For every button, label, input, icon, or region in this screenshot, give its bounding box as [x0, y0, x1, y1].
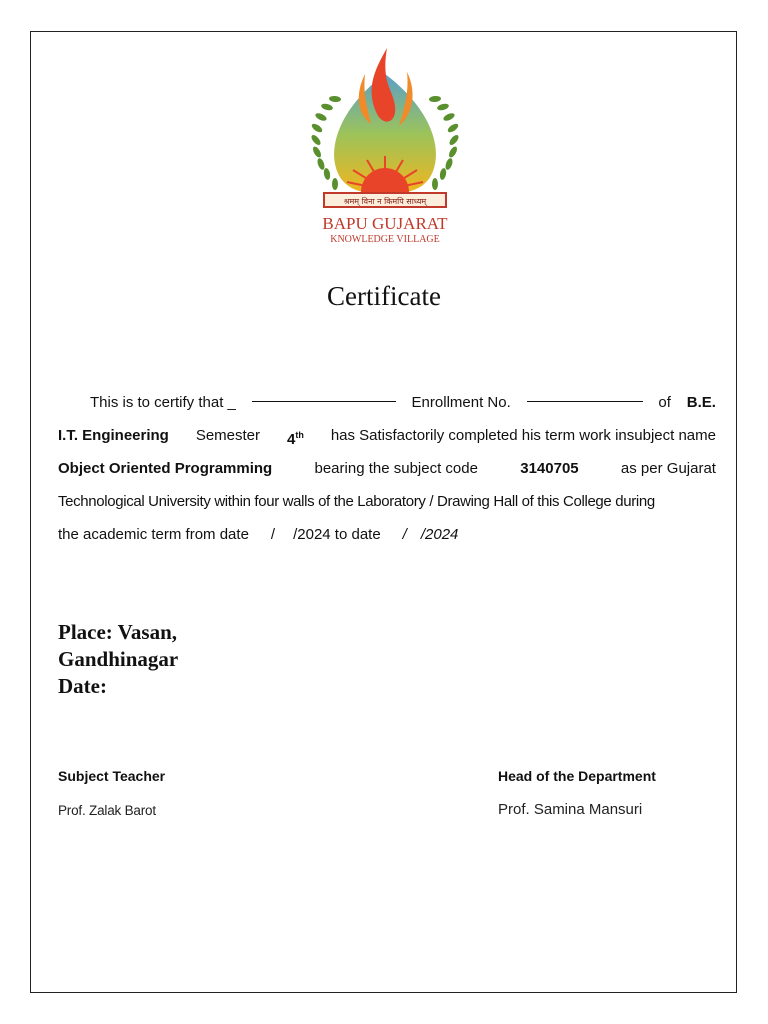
body-line-3 — [58, 452, 716, 485]
place-line-1: Place: Vasan, — [58, 620, 178, 644]
subject-code-label: bearing the subject code — [314, 460, 478, 477]
body-line-5 — [58, 518, 716, 551]
subject-teacher-name: Prof. Zalak Barot — [58, 803, 156, 818]
subject-name: Object Oriented Programming — [58, 460, 273, 477]
logo-name-line2: KNOWLEDGE VILLAGE — [330, 234, 440, 245]
from-date-slash: / — [270, 526, 276, 543]
certificate-body — [58, 386, 716, 551]
completion-text: has Satisfactorily completed his term work insubject name — [330, 427, 716, 444]
motto-text: श्रमम् विना न किमपि साध्यम् — [343, 197, 427, 206]
to-year: /2024 — [420, 526, 459, 543]
hod-label: Head of the Department — [498, 768, 656, 784]
of-text: of — [658, 394, 671, 411]
semester-number: 4 — [287, 431, 296, 448]
from-year-to-date: /2024 to date — [293, 526, 381, 543]
term-text: the academic term from date — [58, 526, 249, 543]
date-label: Date: — [58, 674, 107, 698]
semester-label: Semester — [195, 427, 261, 444]
as-per-text: as per Gujarat — [620, 460, 716, 477]
subject-code: 3140705 — [520, 460, 579, 477]
student-name-blank — [252, 386, 396, 402]
hod-name: Prof. Samina Mansuri — [498, 801, 643, 818]
body-line-2 — [58, 419, 716, 452]
certificate-title: Certificate — [327, 281, 441, 311]
university-text: Technological University within four walls of the Laboratory / Drawing Hall of this College during — [58, 493, 655, 510]
body-line-1 — [58, 386, 716, 419]
place-date-block — [58, 619, 178, 700]
place-line-2: Gandhinagar — [58, 647, 179, 671]
branch-text: I.T. Engineering — [58, 427, 169, 444]
logo-name-line1: BAPU GUJARAT — [322, 214, 448, 233]
semester-suffix: th — [295, 430, 304, 440]
college-logo — [305, 44, 465, 249]
subject-teacher-label: Subject Teacher — [58, 768, 166, 784]
degree-text: B.E. — [686, 394, 716, 411]
enrollment-label: Enrollment No. — [411, 394, 511, 411]
enrollment-blank — [527, 386, 643, 402]
to-date-slash: / — [402, 526, 407, 543]
certify-text: This is to certify that _ — [90, 394, 236, 411]
body-line-4 — [58, 485, 716, 518]
